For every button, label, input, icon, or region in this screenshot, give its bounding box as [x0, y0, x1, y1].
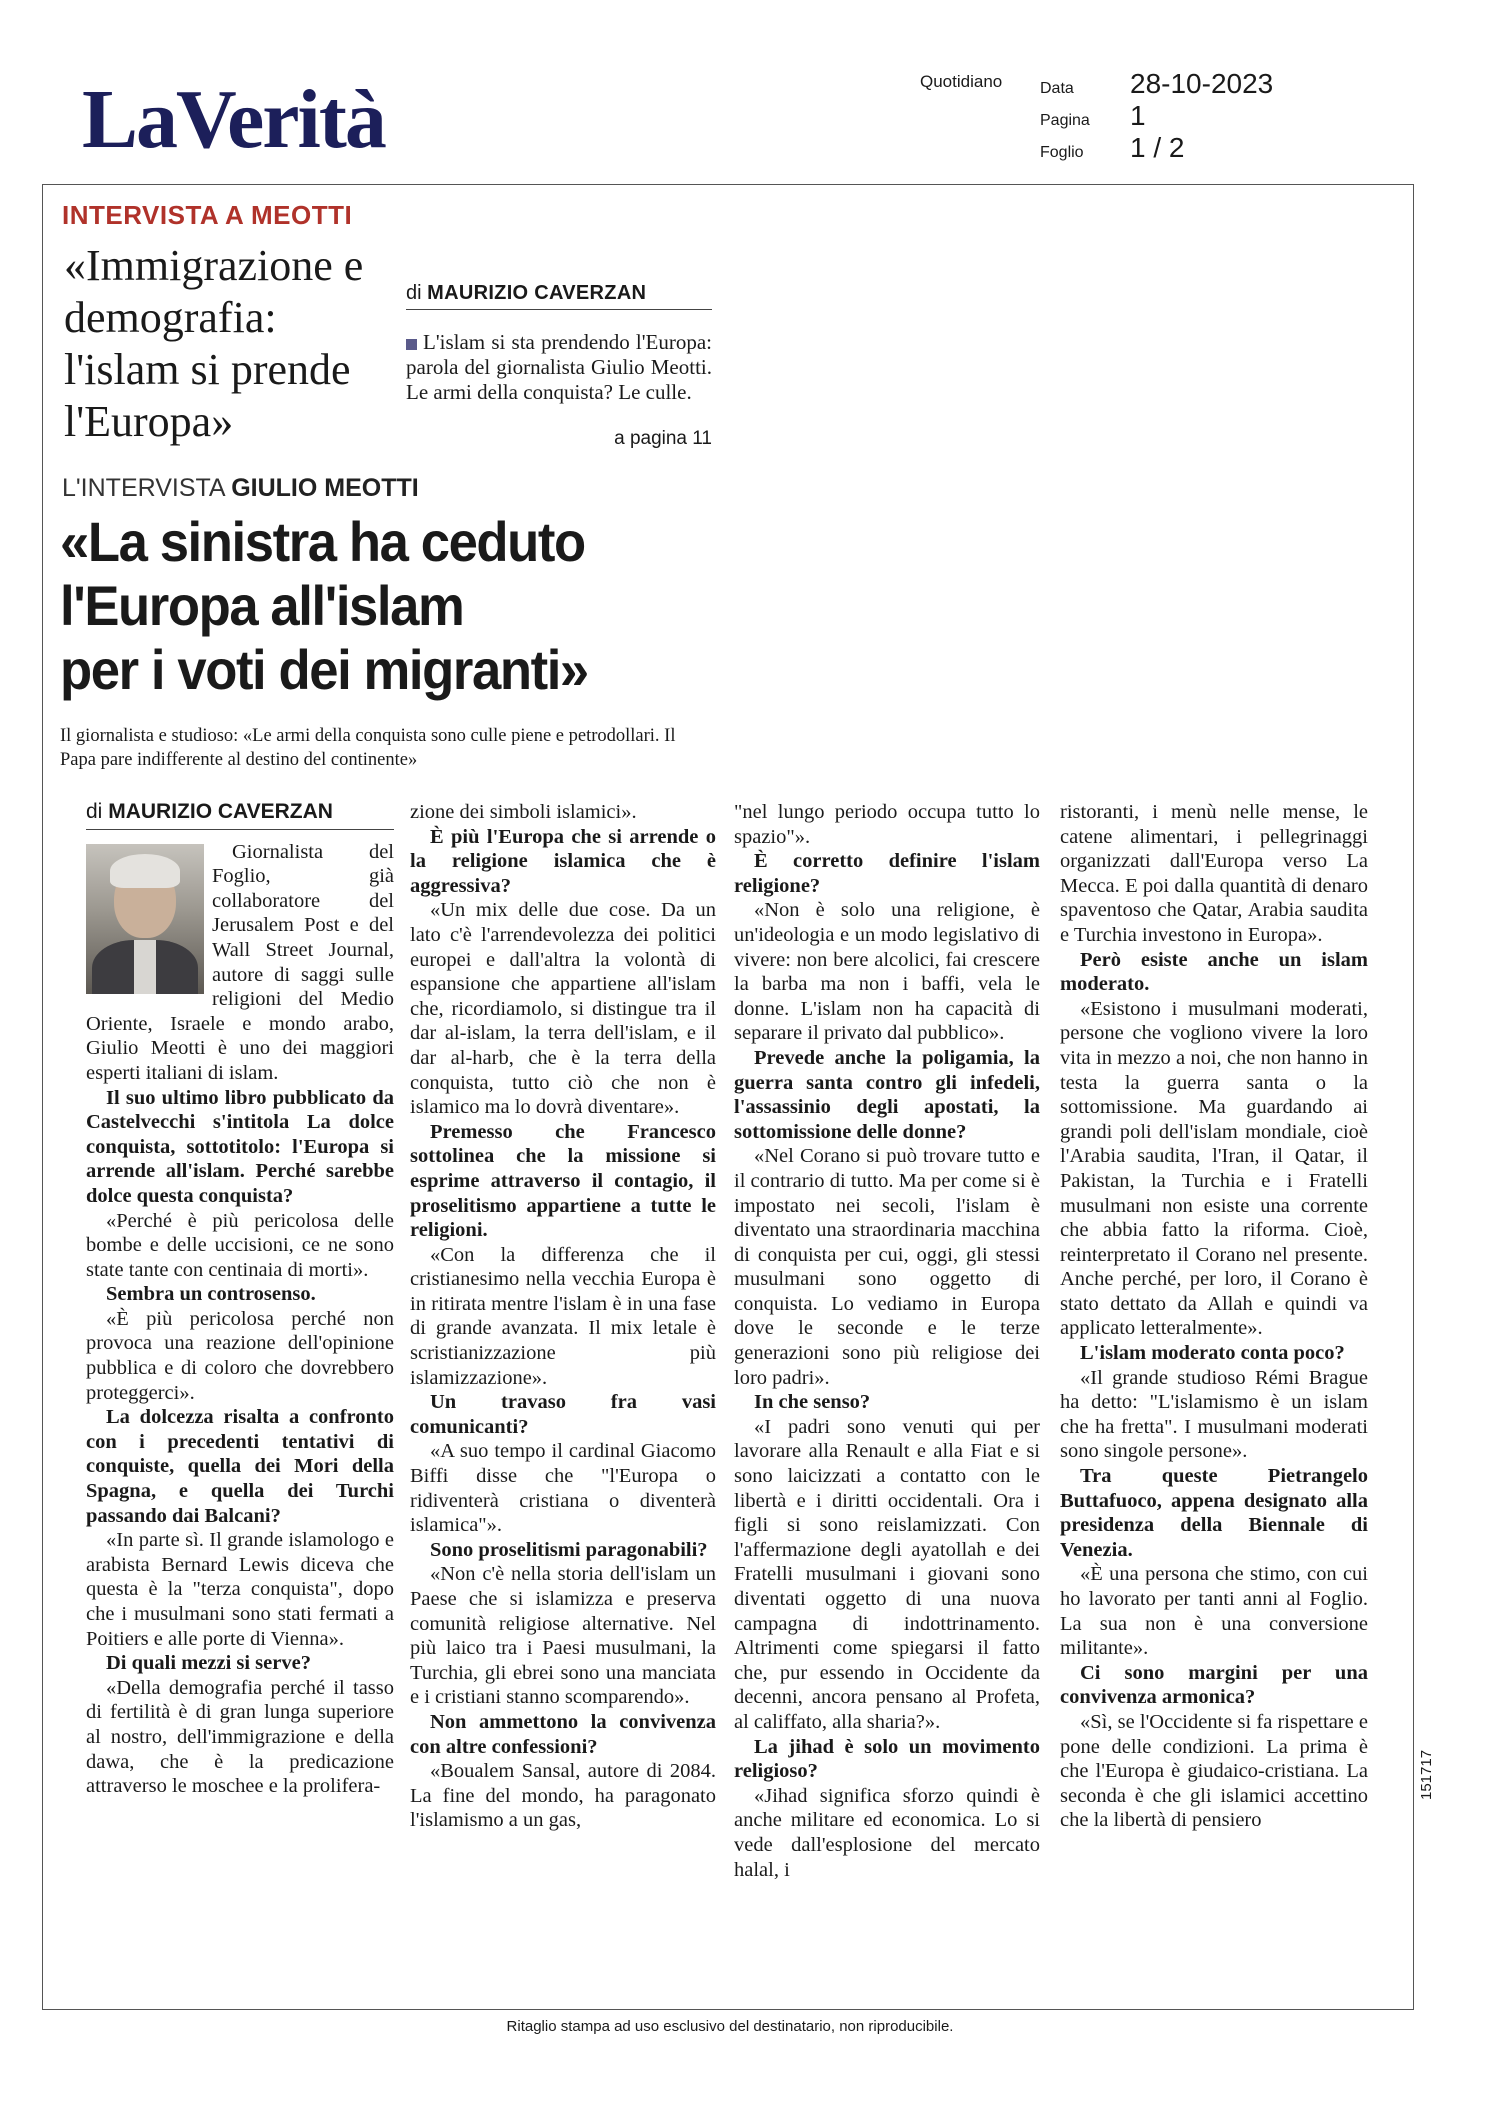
interview-paragraph: «Con la differenza che il cristianesimo nella vecchia Europa è in ritirata mentre l'islam è in una fase di grande avanzata. Il mix letale è scristianizzazione più islamizzazione».: [410, 1243, 716, 1389]
footer-disclaimer: Ritaglio stampa ad uso esclusivo del destinatario, non riproducibile.: [506, 2018, 954, 2035]
article-byline: [86, 800, 394, 830]
interview-question: Il suo ultimo libro pubblicato da Castelvecchi s'intitola La dolce conquista, sottotitolo: l'Europa si arrende all'islam. Perché sarebbe dolce questa conquista?: [86, 1086, 394, 1207]
interview-question: L'islam moderato conta poco?: [1080, 1342, 1345, 1365]
meta-row-date: [1040, 68, 1273, 100]
interview-paragraph: Giornalista del Foglio, già collaboratore del Jerusalem Post e del Wall Street Journal, autore di saggi sulle religioni del Medio Oriente, Israele e mondo arabo, Giulio Meotti è uno dei maggiori esperti italiani di islam.: [86, 840, 394, 1084]
interview-paragraph: «Della demografia perché il tasso di fertilità è di gran lunga superiore al nostro, dell'immigrazione e della dawa, che è la predicazione attraverso le moschee e la prolifera-: [86, 1676, 394, 1798]
teaser-text: L'islam si sta prendendo l'Europa: parola del giornalista Giulio Meotti. Le armi della conquista? Le culle.: [406, 330, 712, 404]
interview-paragraph: «Esistono i musulmani moderati, persone che vogliono vivere la loro vita in mezzo a noi, che non hanno in testa la guerra santa o la sottomissione. Ma guardando ai grandi poli dell'islam mondiale, cioè l'Arabia saudita, l'Iran, il Qatar, il Pakistan, la Turchia e i Fratelli musulmani non esiste una corrente che abbia fatto la riforma. Cioè, reinterpretato il Corano nel presente. Anche perché, per loro, il Corano è stato dettato da Allah e quindi va applicato letteralmente».: [1060, 997, 1368, 1340]
interview-paragraph: zione dei simboli islamici».: [410, 801, 637, 823]
author-photo: [86, 844, 204, 994]
byline-prefix: di: [406, 282, 422, 304]
meta-value: 1: [1130, 100, 1146, 131]
publication-type: Quotidiano: [920, 72, 1003, 91]
photo-shirt: [134, 940, 156, 994]
interview-paragraph: «Non è solo una religione, è un'ideologia e un modo legislativo di vivere: non bere alcolici, fai crescere la barba ma non i baffi, vela le donne. L'islam non ha capacità di separare il privato dal pubblico».: [734, 899, 1040, 1045]
interview-question: Sono proselitismi paragonabili?: [430, 1538, 708, 1561]
interview-paragraph: «È una persona che stimo, con cui ho lavorato per tanti anni al Foglio. La sua non è una conversione militante».: [1060, 1563, 1368, 1660]
interview-paragraph: «Jihad significa sforzo quindi è anche militare ed economica. Lo si vede dall'esplosione del mercato halal, i: [734, 1784, 1040, 1881]
meta-label: Pagina: [1040, 112, 1090, 129]
interview-question: Prevede anche la poligamia, la guerra santa contro gli infedeli, l'assassinio degli apostati, la sottomissione delle donne?: [734, 1046, 1040, 1143]
article-column-3: [734, 800, 1040, 1882]
interview-question: È corretto definire l'islam religione?: [734, 850, 1040, 897]
headline-line: per i voti dei migranti»: [60, 638, 588, 701]
meta-row-page: [1040, 100, 1273, 132]
kicker-name: GIULIO MEOTTI: [231, 474, 419, 502]
meta-value: 1 / 2: [1130, 132, 1185, 163]
article-headline: [60, 510, 662, 702]
meta-table: [1040, 68, 1273, 164]
photo-hair: [110, 854, 180, 888]
interview-paragraph: «I padri sono venuti qui per lavorare alla Renault e alla Fiat e si sono laicizzati a contatto con le libertà e i diritti occidentali. Ora i figli si sono reislamizzati. Con l'affermazione degli ayatollah e dei Fratelli musulmani i giovani sono diventati oggetto di una nuova campagna di indottrinamento. Altrimenti come spiegarsi il fatto che, pur essendo in Occidente da decenni, ancora pensano al Profeta, al califfato, alla sharia?».: [734, 1415, 1040, 1733]
meta-row-sheet: [1040, 132, 1273, 164]
interview-question: Sembra un controsenso.: [106, 1283, 316, 1306]
kicker-prefix: L'INTERVISTA: [62, 474, 225, 502]
intro-block: [86, 840, 394, 1799]
interview-paragraph: «Sì, se l'Occidente si fa rispettare e pone delle condizioni. La prima è che l'Europa è giudaico-cristiana. La seconda è che gli islamici accettino che la libertà di pensiero: [1060, 1710, 1368, 1832]
interview-question: Non ammettono la convivenza con altre confessioni?: [410, 1710, 716, 1758]
meta-value: 28-10-2023: [1130, 68, 1274, 99]
interview-paragraph: ristoranti, i menù nelle mense, le catene alimentari, i pellegrinaggi organizzati dall'Europa verso La Mecca. E poi dalla quantità di denaro spaventoso che Qatar, Arabia saudita e Turchia investono in Europa».: [1060, 801, 1368, 946]
interview-question: Però esiste anche un islam moderato.: [1060, 948, 1368, 996]
interview-paragraph: «È più pericolosa perché non provoca una reazione dell'opinione pubblica e di coloro che dovrebbero proteggerci».: [86, 1307, 394, 1404]
interview-paragraph: «Perché è più pericolosa delle bombe e delle uccisioni, ce ne sono state tante con centinaia di morti».: [86, 1209, 394, 1281]
interview-question: È più l'Europa che si arrende o la religione islamica che è aggressiva?: [410, 825, 716, 897]
side-code: 151717: [1418, 1749, 1435, 1800]
interview-question: Premesso che Francesco sottolinea che la missione si esprime attraverso il contagio, il proselitismo appartiene a tutte le religioni.: [410, 1120, 716, 1242]
col4-paragraphs: [1060, 800, 1368, 1833]
interview-question: La dolcezza risalta a confronto con i precedenti tentativi di conquiste, quella dei Mori della Spagna, e quella dei Turchi passando dai Balcani?: [86, 1406, 394, 1527]
interview-paragraph: «Nel Corano si può trovare tutto e il contrario di tutto. Ma per come si è impostato nei secoli, l'islam è diventato una straordinaria macchina di conquista per cui, oggi, gli stessi musulmani sono oggetto di conquista. Lo vediamo in Europa dove le seconde e le terze generazioni sono più religiose dei loro padri».: [734, 1145, 1040, 1389]
interview-question: La jihad è solo un movimento religioso?: [734, 1735, 1040, 1783]
interview-paragraph: «Boualem Sansal, autore di 2084. La fine del mondo, ha paragonato l'islamismo a un gas,: [410, 1760, 716, 1832]
teaser-page-ref: a pagina 11: [614, 428, 712, 449]
byline-name: MAURIZIO CAVERZAN: [108, 800, 333, 823]
interview-paragraph: «A suo tempo il cardinal Giacomo Biffi disse che "l'Europa o ridiventerà cristiana o diventerà islamica"».: [410, 1440, 716, 1537]
interview-question: Ci sono margini per una convivenza armonica?: [1060, 1661, 1368, 1709]
byline-prefix: di: [86, 800, 103, 823]
interview-paragraph: "nel lungo periodo occupa tutto lo spazio"».: [734, 801, 1040, 848]
newspaper-logo: LaVerità: [82, 73, 385, 166]
interview-paragraph: «Un mix delle due cose. Da un lato c'è l'arrendevolezza dei politici europei e dall'altra la volontà di espansione che appartiene all'islam che, ricordiamolo, si distingue tra il dar al-islam, la terra dell'islam, e il dar al-harb, che è la terra della conquista, tutto ciò che non è islamico ma lo dovrà diventare».: [410, 899, 716, 1119]
headline-line: l'Europa all'islam: [60, 574, 464, 637]
front-headline: «Immigrazione e demografia: l'islam si prende l'Europa»: [64, 241, 364, 446]
byline-name: MAURIZIO CAVERZAN: [427, 282, 647, 304]
col3-paragraphs: [734, 800, 1040, 1882]
interview-question: In che senso?: [754, 1391, 871, 1414]
front-kicker: INTERVISTA A MEOTTI: [62, 200, 353, 230]
article-column-1: [86, 800, 394, 1799]
bullet-square-icon: [406, 339, 417, 350]
meta-label: Foglio: [1040, 144, 1084, 161]
headline-line: «La sinistra ha ceduto: [60, 510, 585, 573]
interview-question: Un travaso fra vasi comunicanti?: [410, 1391, 716, 1438]
interview-question: Di quali mezzi si serve?: [106, 1652, 311, 1675]
meta-label: Data: [1040, 80, 1074, 97]
interview-paragraph: «In parte sì. Il grande islamologo e arabista Bernard Lewis diceva che questa è la "terza conquista", dopo che i musulmani sono stati fermati a Poitiers e alle porte di Vienna».: [86, 1529, 394, 1650]
interview-paragraph: «Non c'è nella storia dell'islam un Paese che si islamizza e preserva comunità religiose alternative. Nel più laico tra i Paesi musulmani, la Turchia, gli ebrei sono una manciata e i cristiani stanno scomparendo».: [410, 1563, 716, 1709]
interview-question: Tra queste Pietrangelo Buttafuoco, appena designato alla presidenza della Biennale di Venezia.: [1060, 1465, 1368, 1561]
article-column-4: [1060, 800, 1368, 1833]
interview-paragraph: «Il grande studioso Rémi Brague ha detto: "L'islamismo è un islam che ha fretta". I musulmani moderati sono singole persone».: [1060, 1366, 1368, 1463]
front-teaser: [406, 330, 712, 405]
front-byline: [406, 282, 712, 310]
col2-paragraphs: [410, 800, 716, 1833]
article-subhead: Il giornalista e studioso: «Le armi della conquista sono culle piene e petrodollari. Il Papa pare indifferente al destino del continente»: [60, 726, 676, 770]
article-column-2: [410, 800, 716, 1833]
article-kicker: [62, 474, 419, 503]
